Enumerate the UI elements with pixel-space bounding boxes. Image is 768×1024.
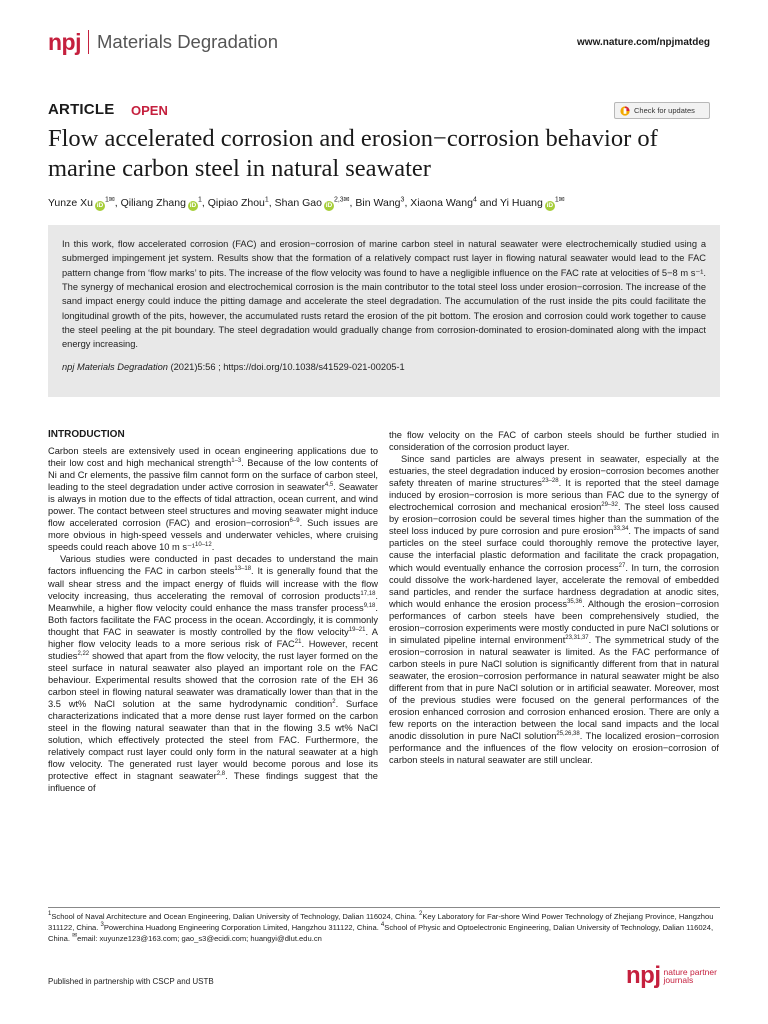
author[interactable] bbox=[48, 197, 115, 209]
reference-link[interactable]: 2,22 bbox=[77, 650, 90, 657]
footer-partner-line: journals bbox=[663, 975, 694, 985]
reference-link[interactable]: 19–21 bbox=[348, 626, 366, 633]
author-affiliation-mark: 1✉ bbox=[554, 196, 565, 204]
body-column-right bbox=[389, 429, 719, 766]
left-paragraphs bbox=[48, 445, 378, 794]
journal-brand[interactable] bbox=[48, 30, 278, 54]
partnership-note: Published in partnership with CSCP and USTB bbox=[48, 977, 214, 986]
author-name[interactable]: Yunze Xu bbox=[48, 197, 93, 209]
check-for-updates-label: Check for updates bbox=[634, 106, 695, 115]
author[interactable] bbox=[410, 197, 477, 209]
reference-link[interactable]: 1 bbox=[48, 911, 52, 917]
reference-link[interactable]: 27 bbox=[618, 562, 626, 569]
citation bbox=[62, 360, 706, 374]
reference-link[interactable]: 21 bbox=[294, 638, 302, 645]
body-column-left bbox=[48, 429, 378, 794]
reference-link[interactable]: 23–28 bbox=[541, 478, 559, 485]
brand-divider bbox=[88, 30, 89, 54]
reference-link[interactable]: 2 bbox=[419, 911, 423, 917]
right-paragraphs bbox=[389, 429, 719, 766]
reference-link[interactable]: 35,36 bbox=[567, 598, 583, 605]
reference-link[interactable]: 3 bbox=[100, 922, 104, 928]
reference-link[interactable]: 4,5 bbox=[324, 482, 334, 489]
reference-link[interactable]: ✉ bbox=[72, 933, 78, 939]
author-name[interactable]: Qiliang Zhang bbox=[120, 197, 186, 209]
reference-link[interactable]: 2,8 bbox=[216, 771, 226, 778]
npj-partner-logo bbox=[626, 964, 717, 988]
author-affiliation-mark: 1✉ bbox=[104, 196, 115, 204]
author-list: Yunze Xu $iD^{1✉}$, Qiliang Zhang $iD^1$, Qipiao Zhou$^1$, Shan Gao $iD^{2,3✉}$, Bin Wang$^3$, Xiaona Wang$^4$ and Yi Huang $iD^{1✉}$ bbox=[48, 196, 565, 209]
orcid-icon[interactable]: iD bbox=[546, 202, 554, 209]
reference-link[interactable]: 29–32 bbox=[601, 502, 618, 509]
abstract-box bbox=[48, 225, 720, 397]
body-paragraph: Carbon steels are extensively used in ocean engineering applications due to their low cost and high mechanical strength$^{1-3}$. Because of the low contents of Ni and Cr elements, the passive film cannot form on the surface of carbon steel, leading to the steel degradation under active corrosion in seawater$^{4,5}$. Seawater is always in motion due to the effects of tidal attraction, ocean current, and wind power. The contact between steel structures and moving seawater might induce flow accelerated corrosion (FAC) and erosion−corrosion$^{6-9}$. Such issues are more obvious in high-speed vessels and underwater vehicles, where cruising speeds could reach above 10 m s⁻¹$^{10-12}$. bbox=[48, 446, 378, 553]
reference-link[interactable]: 10–12 bbox=[195, 542, 212, 549]
author-name[interactable]: Shan Gao bbox=[274, 197, 322, 209]
orcid-icon[interactable]: iD bbox=[96, 202, 104, 209]
author-affiliation-mark: 3 bbox=[400, 196, 405, 204]
author-affiliation-mark: 1 bbox=[264, 196, 269, 204]
author-name[interactable]: Xiaona Wang bbox=[410, 197, 473, 209]
author[interactable] bbox=[355, 197, 404, 209]
reference-link[interactable]: 4 bbox=[380, 922, 385, 928]
footer-npj-mark: npj bbox=[626, 962, 661, 989]
article-type-label: ARTICLE bbox=[48, 101, 115, 118]
author-name[interactable]: Qipiao Zhou bbox=[207, 197, 265, 209]
crossmark-icon bbox=[620, 106, 630, 116]
reference-link[interactable]: 9,18 bbox=[363, 602, 376, 609]
citation-journal: npj Materials Degradation bbox=[62, 361, 168, 372]
open-access-label: OPEN bbox=[131, 103, 168, 118]
orcid-icon[interactable]: iD bbox=[189, 202, 197, 209]
author-name[interactable]: Bin Wang bbox=[355, 197, 401, 209]
body-paragraph: Various studies were conducted in past decades to understand the main factors influencing the FAC in carbon steels$^{13-18}$. It is generally found that the wall shear stress and the impact energy of fluids will increase with the flow velocity increasing, thus accelerating the removal of corrosion products$^{17,18}$. Meanwhile, a higher flow velocity could enhance the mass transfer process$^{9,18}$. Both factors facilitate the FAC process in the ocean. Accordingly, it is commonly thought that FAC in seawater is mostly controlled by the flow velocity$^{19-21}$. A higher flow velocity leads to a more serious risk of FAC$^{21}$. However, recent studies$^{2,22}$ showed that apart from the flow velocity, the rust layer formed on the steel surface in natural seawater also played an important role on the FAC behaviour. Experimental results showed that the corrosion rate of the EH 36 carbon steel in flowing natural seawater was dramatically lower than that in the 3.5 wt% NaCl solution at the same hydrodynamic condition$^2$. Surface characterizations indicated that a more dense rust layer formed on the carbon steel in the flowing natural seawater than that in the flowing 3.5 wt% NaCl solution, which effectively protected the steel from FAC. Furthermore, the relatively compact rust layer could only form in the natural seawater at a high flow velocity. The generated rust layer would become porous and lose its protective effect in stagnant seawater$^{2,8}$. These findings suggest that the influence of bbox=[48, 554, 378, 794]
reference-link[interactable]: 23,31,37 bbox=[565, 634, 589, 641]
reference-link[interactable]: 25,26,38 bbox=[556, 731, 580, 738]
orcid-icon[interactable]: iD bbox=[325, 202, 333, 209]
journal-name: Materials Degradation bbox=[97, 31, 278, 52]
footer-partner-text bbox=[664, 968, 717, 985]
reference-link[interactable]: 17,18 bbox=[360, 590, 376, 597]
check-for-updates-button[interactable] bbox=[614, 102, 710, 119]
section-heading-introduction: INTRODUCTION bbox=[48, 429, 125, 440]
author[interactable] bbox=[121, 197, 202, 209]
footer-partner-line: nature partner bbox=[663, 966, 717, 977]
citation-doi-link[interactable]: (2021)5:56 ; https://doi.org/10.1038/s41529-021-00205-1 bbox=[167, 361, 405, 372]
reference-link[interactable]: 2 bbox=[332, 698, 336, 705]
body-paragraph: the flow velocity on the FAC of carbon steels should be further studied in consideration of the corrosion product layer. bbox=[389, 430, 719, 453]
article-title: Flow accelerated corrosion and erosion−corrosion behavior of marine carbon steel in natural seawater bbox=[48, 125, 658, 182]
reference-link[interactable]: 33,34 bbox=[613, 526, 629, 533]
abstract-text: In this work, flow accelerated corrosion (FAC) and erosion−corrosion of marine carbon steel in natural seawater were electrochemically studied using a submerged impingement jet system. Results show that the formation of a relatively compact rust layer in flowing natural seawater would lead to the FAC pattern change from ‘flow marks’ to pits. The increase of the flow velocity was found to have a negligible influence on the FAC rate at velocities of 5−8 m s⁻¹. The synergy of mechanical erosion and electrochemical corrosion is the main contributor to the total steel loss under erosion−corrosion. The increase of the sand impact energy could induce the pitting damage and accelerate the steel degradation. The accumulation of the rust inside the pits could facilitate the longitudinal growth of the pits, however, the accumulated rusts retard the erosion of the pit bottom. The erosion and corrosion could work together to cause the steel peeling at the pit boundary. The steel degradation would gradually change from corrosion-dominated to erosion-dominated along with the impact energy increasing. bbox=[62, 239, 706, 350]
author[interactable] bbox=[275, 197, 350, 209]
author-affiliation-mark: 2,3✉ bbox=[333, 196, 350, 204]
reference-link[interactable]: 13–18 bbox=[234, 566, 252, 573]
author[interactable] bbox=[500, 197, 565, 209]
footnote-divider bbox=[48, 907, 720, 908]
author-name[interactable]: Yi Huang bbox=[500, 197, 543, 209]
body-paragraph: Since sand particles are always present in seawater, especially at the estuaries, the steel degradation induced by erosion−corrosion becomes another safety threaten of marine structures$^{23-28}$. It is reported that the steel damage induced by erosion−corrosion is more serious than FAC due to the synergy of electrochemical corrosion and mechanical erosion$^{29-32}$. The steel loss caused by erosion−corrosion could be several times higher than the summation of the steel loss induced by pure corrosion and pure erosion$^{33,34}$. The impacts of sand particles on the steel surface could thoroughly remove the protective layer, cause the interfacial plastic deformation and facilitate the crack propagation, which would eventually enhance the corrosion process$^{27}$. In turn, the corrosion could dissolve the work-hardened layer, accelerate the removal of embedded sand particles, and render the surface hardness degradation at anodic sites, which would enhance the erosion process$^{35,36}$. Although the erosion−corrosion performances of carbon steels have been comprehensively studied, the erosion−corrosion experiments were mostly conducted in pure NaCl solutions or in simulated pipeline internal environment$^{23,31,37}$. The symmetrical study of the erosion−corrosion in natural seawater is limited. As the FAC performance of carbon steels in pure NaCl solution is significantly different from that in natural seawater, the erosion−corrosion performance in natural seawater might be also different from that in pure NaCl solution or in artificial seawater. Moreover, most of the previous studies were focused on the general performances of the erosion enhanced corrosion and corrosion enhanced erosion. There are only a few reports on the interaction between the local sand impacts and the local anodic dissolution in pure NaCl solution$^{25,26,38}$. The localized erosion−corrosion performance and the influences of the flow velocity on erosion−corrosion of carbon steels in natural seawater are still unclear. bbox=[389, 454, 720, 766]
author-affiliation-mark: 1 bbox=[197, 196, 202, 204]
reference-link[interactable]: 6–9 bbox=[289, 518, 300, 525]
author-affiliation-mark: 4 bbox=[472, 196, 477, 204]
author[interactable] bbox=[208, 197, 269, 209]
npj-logo: npj bbox=[48, 29, 81, 55]
reference-link[interactable]: 1–3 bbox=[231, 458, 242, 465]
journal-url-link[interactable]: www.nature.com/npjmatdeg bbox=[577, 37, 710, 48]
affiliations: $^1$School of Naval Architecture and Ocean Engineering, Dalian University of Technology, Dalian 116024, China. $^2$Key Laboratory for Far-shore Wind Power Technology of Zhejiang Province, Hangzhou 311122, China. $^3$Powerchina Huadong Engineering Corporation Limited, Hangzhou 311122, China. $^4$School of Physic and Optoelectronic Engineering, Dalian University of Technology, Dalian 116024, China. ✉email: xuyunze123@163.com; gao_s3@ecidi.com; huangyi@dlut.edu.cn bbox=[48, 911, 714, 943]
